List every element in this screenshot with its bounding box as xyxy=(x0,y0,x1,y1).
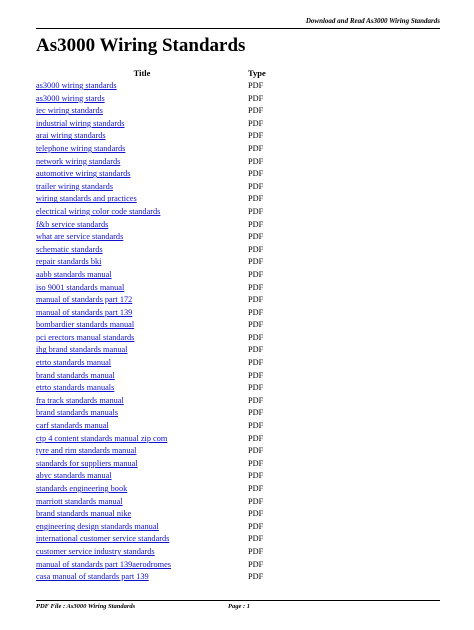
table-row xyxy=(36,559,440,572)
document-link[interactable]: network wiring standards xyxy=(36,156,121,166)
row-type-cell: PDF xyxy=(248,143,264,153)
row-type-cell: PDF xyxy=(248,232,264,242)
row-type-cell: PDF xyxy=(248,559,264,569)
document-link[interactable]: telephone wiring standards xyxy=(36,143,126,153)
table-row xyxy=(36,269,440,282)
row-title-cell xyxy=(36,80,248,93)
document-link[interactable]: tyre and rim standards manual xyxy=(36,446,137,456)
document-link[interactable]: as3000 wiring standards xyxy=(36,81,117,90)
table-row xyxy=(36,231,440,244)
row-title-cell xyxy=(36,521,248,534)
document-link[interactable]: bombardier standards manual xyxy=(36,320,135,330)
table-row xyxy=(36,219,440,232)
row-title-cell xyxy=(36,294,248,307)
document-link[interactable]: f&b service standards xyxy=(36,219,109,229)
row-type-cell: PDF xyxy=(248,458,264,468)
table-row xyxy=(36,521,440,534)
row-title-cell xyxy=(36,458,248,471)
table-row xyxy=(36,143,440,156)
row-type-cell: PDF xyxy=(248,282,264,292)
footer-divider xyxy=(36,600,440,601)
row-title-cell xyxy=(36,193,248,206)
document-link[interactable]: manual of standards part 172 xyxy=(36,295,133,305)
column-header-title: Title xyxy=(133,68,151,78)
table-row xyxy=(36,483,440,496)
row-type-cell: PDF xyxy=(248,219,264,229)
row-type-cell: PDF xyxy=(248,433,264,443)
table-row xyxy=(36,407,440,420)
row-type-cell: PDF xyxy=(248,471,264,481)
row-type-cell: PDF xyxy=(248,269,264,279)
document-link[interactable]: schematic standards xyxy=(36,244,103,254)
table-row xyxy=(36,93,440,106)
row-type-cell: PDF xyxy=(248,358,264,368)
table-row xyxy=(36,382,440,395)
document-link[interactable]: abyc standards manual xyxy=(36,471,112,481)
row-title-cell xyxy=(36,319,248,332)
row-title-cell xyxy=(36,357,248,370)
document-link[interactable]: brand standards manual nike xyxy=(36,509,132,519)
document-link[interactable]: electrical wiring color code standards xyxy=(36,206,161,216)
row-title-cell xyxy=(36,533,248,546)
table-row xyxy=(36,395,440,408)
row-type-cell: PDF xyxy=(248,206,264,216)
row-title-cell xyxy=(36,344,248,357)
document-link[interactable]: iec wiring standards xyxy=(36,106,103,116)
row-type-cell: PDF xyxy=(248,421,264,431)
header-divider xyxy=(36,28,440,29)
document-link[interactable]: marriott standards manual xyxy=(36,496,123,506)
row-type-cell: PDF xyxy=(248,546,264,556)
row-type-cell: PDF xyxy=(248,509,264,519)
row-title-cell xyxy=(36,307,248,320)
row-type-cell: PDF xyxy=(248,131,264,141)
document-link[interactable]: standards engineering book xyxy=(36,484,128,493)
table-row xyxy=(36,433,440,446)
table-row xyxy=(36,282,440,295)
row-title-cell xyxy=(36,244,248,257)
document-link[interactable]: aabb standards manual xyxy=(36,269,112,279)
row-title-cell xyxy=(36,559,248,572)
document-table xyxy=(36,67,440,584)
table-row xyxy=(36,80,440,93)
document-link[interactable]: etrto standards manuals xyxy=(36,383,115,393)
document-link[interactable]: fra track standards manual xyxy=(36,395,124,405)
table-row xyxy=(36,470,440,483)
row-type-cell: PDF xyxy=(248,345,264,355)
row-title-cell xyxy=(36,269,248,282)
row-title-cell xyxy=(36,231,248,244)
row-type-cell: PDF xyxy=(248,572,264,582)
row-type-cell: PDF xyxy=(248,521,264,531)
row-title-cell xyxy=(36,470,248,483)
row-title-cell xyxy=(36,219,248,232)
table-row xyxy=(36,420,440,433)
table-header xyxy=(36,67,440,80)
document-link[interactable]: brand standards manual xyxy=(36,370,115,380)
table-row xyxy=(36,344,440,357)
document-link[interactable]: what are service standards xyxy=(36,232,124,242)
document-link[interactable]: engineering design standards manual xyxy=(36,521,159,531)
document-link[interactable]: casa manual of standards part 139 xyxy=(36,572,149,582)
table-row xyxy=(36,130,440,143)
table-row xyxy=(36,244,440,257)
document-link[interactable]: pci erectors manual standards xyxy=(36,332,135,342)
table-row xyxy=(36,533,440,546)
document-link[interactable]: wiring standards and practices xyxy=(36,194,137,204)
table-row xyxy=(36,445,440,458)
page-title: As3000 Wiring Standards xyxy=(36,35,246,56)
table-row xyxy=(36,294,440,307)
table-row xyxy=(36,546,440,559)
row-title-cell xyxy=(36,395,248,408)
row-type-cell: PDF xyxy=(248,408,264,418)
row-type-cell: PDF xyxy=(248,320,264,330)
row-type-cell: PDF xyxy=(248,181,264,191)
table-row xyxy=(36,206,440,219)
row-type-cell: PDF xyxy=(248,93,264,103)
row-title-cell xyxy=(36,420,248,433)
document-link[interactable]: ctp 4 content standards manual zip com xyxy=(36,433,168,443)
row-type-cell: PDF xyxy=(248,244,264,254)
document-link[interactable]: arai wiring standards xyxy=(36,131,106,141)
document-link[interactable]: manual of standards part 139aerodromes xyxy=(36,559,172,569)
row-type-cell: PDF xyxy=(248,118,264,128)
row-title-cell xyxy=(36,256,248,269)
row-title-cell xyxy=(36,206,248,219)
row-type-cell: PDF xyxy=(248,194,264,204)
document-link[interactable]: iso 9001 standards manual xyxy=(36,282,125,292)
row-title-cell xyxy=(36,118,248,131)
row-type-cell: PDF xyxy=(248,81,264,90)
table-row xyxy=(36,105,440,118)
row-title-cell xyxy=(36,382,248,395)
row-title-cell xyxy=(36,546,248,559)
row-title-cell xyxy=(36,156,248,169)
footer-page-number: Page : 1 xyxy=(228,603,251,610)
document-link[interactable]: as3000 wiring stards xyxy=(36,93,105,103)
table-row xyxy=(36,319,440,332)
row-type-cell: PDF xyxy=(248,295,264,305)
document-link[interactable]: industrial wiring standards xyxy=(36,118,125,128)
row-type-cell: PDF xyxy=(248,370,264,380)
document-link[interactable]: repair standards bki xyxy=(36,257,102,267)
footer-file-label: PDF File : As3000 Wiring Standards xyxy=(36,603,136,610)
document-link[interactable]: customer service industry standards xyxy=(36,546,155,556)
table-row xyxy=(36,307,440,320)
document-link[interactable]: manual of standards part 139 xyxy=(36,307,133,317)
table-row xyxy=(36,508,440,521)
table-body xyxy=(36,80,440,584)
row-type-cell: PDF xyxy=(248,307,264,317)
row-title-cell xyxy=(36,332,248,345)
row-title-cell xyxy=(36,433,248,446)
document-link[interactable]: ihg brand standards manual xyxy=(36,345,128,355)
row-title-cell xyxy=(36,508,248,521)
document-link[interactable]: automotive wiring standards xyxy=(36,169,131,179)
running-header: Download and Read As3000 Wiring Standards xyxy=(305,17,440,25)
row-title-cell xyxy=(36,370,248,383)
row-type-cell: PDF xyxy=(248,169,264,179)
table-row xyxy=(36,181,440,194)
document-link[interactable]: carf standards manual xyxy=(36,421,109,431)
table-row xyxy=(36,496,440,509)
table-row xyxy=(36,458,440,471)
row-title-cell xyxy=(36,282,248,295)
row-type-cell: PDF xyxy=(248,156,264,166)
row-title-cell xyxy=(36,483,248,496)
document-link[interactable]: etrto standards manual xyxy=(36,358,112,368)
table-row xyxy=(36,168,440,181)
row-type-cell: PDF xyxy=(248,257,264,267)
table-row xyxy=(36,332,440,345)
row-type-cell: PDF xyxy=(248,332,264,342)
column-header-type: Type xyxy=(248,68,266,78)
row-title-cell xyxy=(36,93,248,106)
row-title-cell xyxy=(36,407,248,420)
row-title-cell xyxy=(36,571,248,584)
row-title-cell xyxy=(36,496,248,509)
document-link[interactable]: standards for suppliers manual xyxy=(36,458,138,468)
row-type-cell: PDF xyxy=(248,534,264,544)
table-row xyxy=(36,370,440,383)
document-link[interactable]: international customer service standards xyxy=(36,534,170,544)
table-row xyxy=(36,256,440,269)
row-title-cell xyxy=(36,168,248,181)
row-title-cell xyxy=(36,445,248,458)
row-type-cell: PDF xyxy=(248,446,264,456)
document-link[interactable]: brand standards manuals xyxy=(36,408,119,418)
row-title-cell xyxy=(36,130,248,143)
row-title-cell xyxy=(36,143,248,156)
table-row xyxy=(36,156,440,169)
row-title-cell xyxy=(36,105,248,118)
row-type-cell: PDF xyxy=(248,395,264,405)
row-type-cell: PDF xyxy=(248,383,264,393)
table-row xyxy=(36,193,440,206)
document-link[interactable]: trailer wiring standards xyxy=(36,181,113,191)
row-type-cell: PDF xyxy=(248,106,264,116)
table-row xyxy=(36,357,440,370)
row-title-cell xyxy=(36,181,248,194)
table-row xyxy=(36,118,440,131)
row-type-cell: PDF xyxy=(248,484,264,493)
table-row xyxy=(36,571,440,584)
row-type-cell: PDF xyxy=(248,496,264,506)
